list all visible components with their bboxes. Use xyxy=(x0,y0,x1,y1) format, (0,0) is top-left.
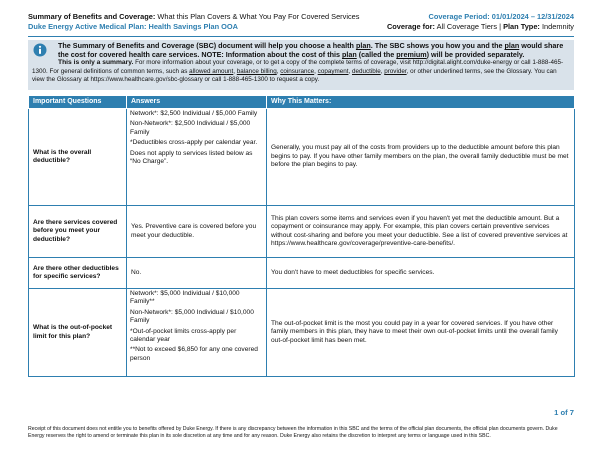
header-left xyxy=(28,12,359,32)
why-cell: This plan covers some items and services even if you haven't yet met the deductible amount. But a copayment or coinsurance may apply. For example, this plan covers certain preventive services without cost-sharing and before you meet your deductible. See a list of covered preventive services at https://www.healthcare.gov/coverage/preventive-care-benefits/. xyxy=(267,206,575,258)
answer-line: Does not apply to services listed below as “No Charge”. xyxy=(130,149,253,166)
table-row xyxy=(29,258,575,289)
intro-box xyxy=(28,40,574,90)
answer-cell xyxy=(127,289,267,377)
table-row xyxy=(29,109,575,206)
column-header: Answers xyxy=(127,96,267,109)
coverage-line: Coverage for: All Coverage Tiers | Plan Type: Indemnity xyxy=(386,22,574,31)
question-cell: Are there other deductibles for specific services? xyxy=(29,258,127,289)
answer-cell: No. xyxy=(127,258,267,289)
question-cell: What is the out-of-pocket limit for this plan? xyxy=(29,289,127,377)
header-right xyxy=(387,12,574,32)
footer-disclaimer: Receipt of this document does not entitle you to benefits offered by Duke Energy. If there is any discrepancy between the information in this SBC and the terms of the official plan documents, the official plan documents govern. Duke Energy reserves the right to amend or terminate this plan in its sole discretion at any time and for any reason. Duke Energy also retains the discretion to interpret any terms or language used in this SBC. xyxy=(28,426,558,439)
table-row xyxy=(29,206,575,258)
answer-cell xyxy=(127,109,267,206)
table-header-row xyxy=(29,96,575,109)
answer-line: Non-Network*: $2,500 Individual / $5,000 Family xyxy=(130,120,251,136)
answer-line: Network*: $2,500 Individual / $5,000 Family xyxy=(130,110,258,117)
page-number: 1 of 7 xyxy=(554,408,574,417)
coverage-table xyxy=(28,95,575,377)
answer-line: *Out-of-pocket limits cross-apply per calendar year xyxy=(130,327,237,344)
sbc-title: Summary of Benefits and Coverage: What this Plan Covers & What You Pay For Covered Services xyxy=(28,12,360,21)
answer-line: **Not to exceed $6,850 for any one covered person xyxy=(130,346,258,362)
table-row xyxy=(29,289,575,377)
answer-line: *Deductibles cross-apply per calendar year. xyxy=(130,139,258,147)
header-divider xyxy=(28,36,574,37)
info-icon xyxy=(33,43,47,57)
question-cell: Are there services covered before you meet your deductible? xyxy=(29,206,127,258)
column-header: Important Questions xyxy=(29,96,127,109)
question-cell: What is the overall deductible? xyxy=(29,109,127,206)
answer-line: Network*: $5,000 Individual / $10,000 Family** xyxy=(130,290,240,306)
why-cell: Generally, you must pay all of the costs from providers up to the deductible amount before this plan begins to pay. If you have other family members on the plan, the overall family deductible must be met before the plan begins to pay. xyxy=(267,109,575,206)
intro-paragraph-1: The Summary of Benefits and Coverage (SBC) document will help you choose a health plan. The SBC shows you how you and the plan would share the cost for covered health care services. NOTE: Information about the cost of this plan (called the premium) will be provided separately. xyxy=(58,41,564,60)
coverage-period: Coverage Period: 01/01/2024 – 12/31/2024 xyxy=(428,12,574,21)
answer-line: Non-Network*: $5,000 Individual / $10,000 Family xyxy=(130,308,254,325)
why-cell: You don't have to meet deductibles for specific services. xyxy=(267,258,575,289)
answer-cell: Yes. Preventive care is covered before you meet your deductible. xyxy=(127,206,267,258)
why-cell: The out-of-pocket limit is the most you could pay in a year for covered services. If you have other family members in this plan, they have to meet their own out-of-pocket limits until the overall family out-of-pocket limit has been met. xyxy=(267,289,575,377)
intro-paragraph-2: This is only a summary. For more information about your coverage, or to get a copy of the complete terms of coverage, visit http://digital.alight.com/duke-energy or call 1-888-465-1300. For general definitions of common terms, such as allowed amount, balance billing, coinsurance, copayment, deductible, provider, or other underlined terms, see the Glossary. You can view the Glossary at https://www.healthcare.gov/sbc-glossary or call 1-888-465-1300 to request a copy. xyxy=(32,59,564,84)
column-header: Why This Matters: xyxy=(267,96,575,109)
plan-name: Duke Energy Active Medical Plan: Health Savings Plan OOA xyxy=(28,22,239,31)
